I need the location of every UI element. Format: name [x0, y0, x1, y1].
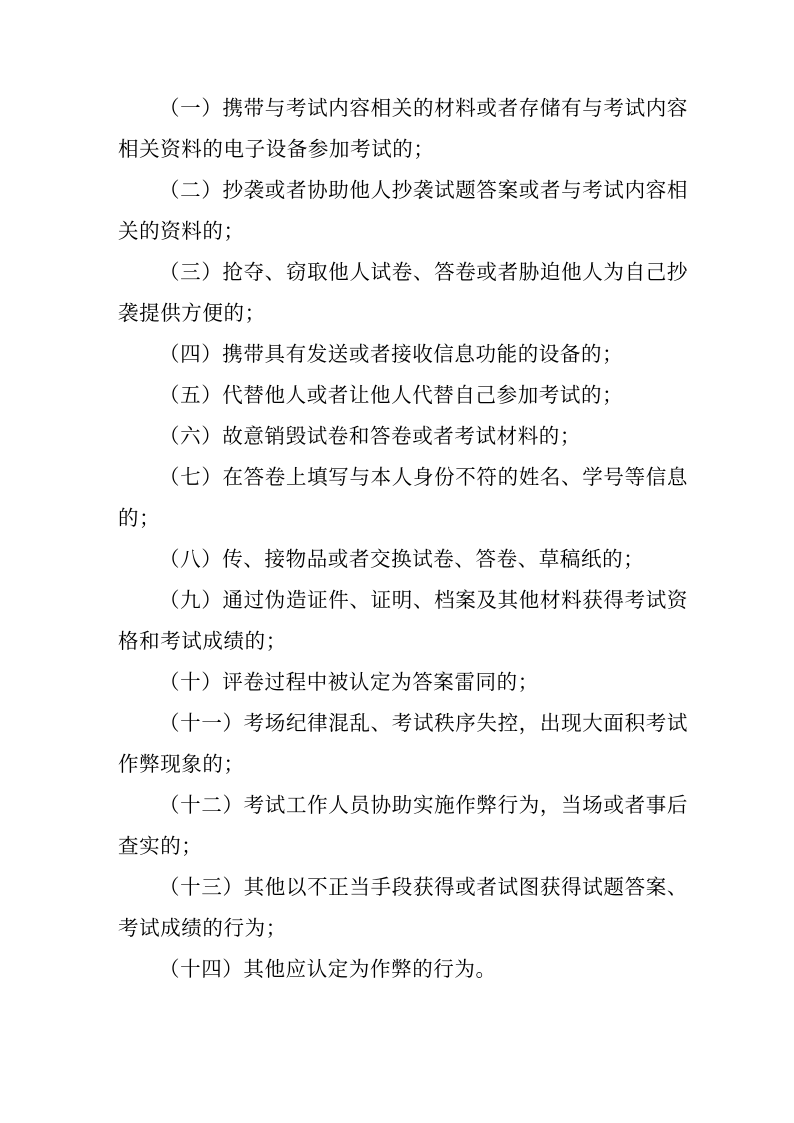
paragraph-item: （二）抄袭或者协助他人抄袭试题答案或者与考试内容相关的资料的；: [118, 178, 688, 243]
paragraph-item: （十四）其他应认定为作弊的行为。: [159, 957, 497, 981]
document-body: [118, 88, 688, 990]
paragraph-item: （四）携带具有发送或者接收信息功能的设备的；: [159, 342, 624, 366]
paragraph-item: （十一）考场纪律混乱、考试秩序失控，出现大面积考试作弊现象的；: [118, 711, 688, 776]
paragraph-item: （一）携带与考试内容相关的材料或者存储有与考试内容相关资料的电子设备参加考试的；: [118, 96, 688, 161]
paragraph-item: （十三）其他以不正当手段获得或者试图获得试题答案、考试成绩的行为；: [118, 875, 688, 940]
paragraph-item: （七）在答卷上填写与本人身份不符的姓名、学号等信息的；: [118, 465, 688, 530]
paragraph-item: （三）抢夺、窃取他人试卷、答卷或者胁迫他人为自己抄袭提供方便的；: [118, 260, 688, 325]
paragraph-item: （十二）考试工作人员协助实施作弊行为，当场或者事后查实的；: [118, 793, 688, 858]
paragraph-item: （八）传、接物品或者交换试卷、答卷、草稿纸的；: [159, 547, 645, 571]
paragraph-item: （九）通过伪造证件、证明、档案及其他材料获得考试资格和考试成绩的；: [118, 588, 688, 653]
paragraph-item: （六）故意销毁试卷和答卷或者考试材料的；: [159, 424, 581, 448]
paragraph-item: （十）评卷过程中被认定为答案雷同的；: [159, 670, 539, 694]
paragraph-item: （五）代替他人或者让他人代替自己参加考试的；: [159, 383, 624, 407]
